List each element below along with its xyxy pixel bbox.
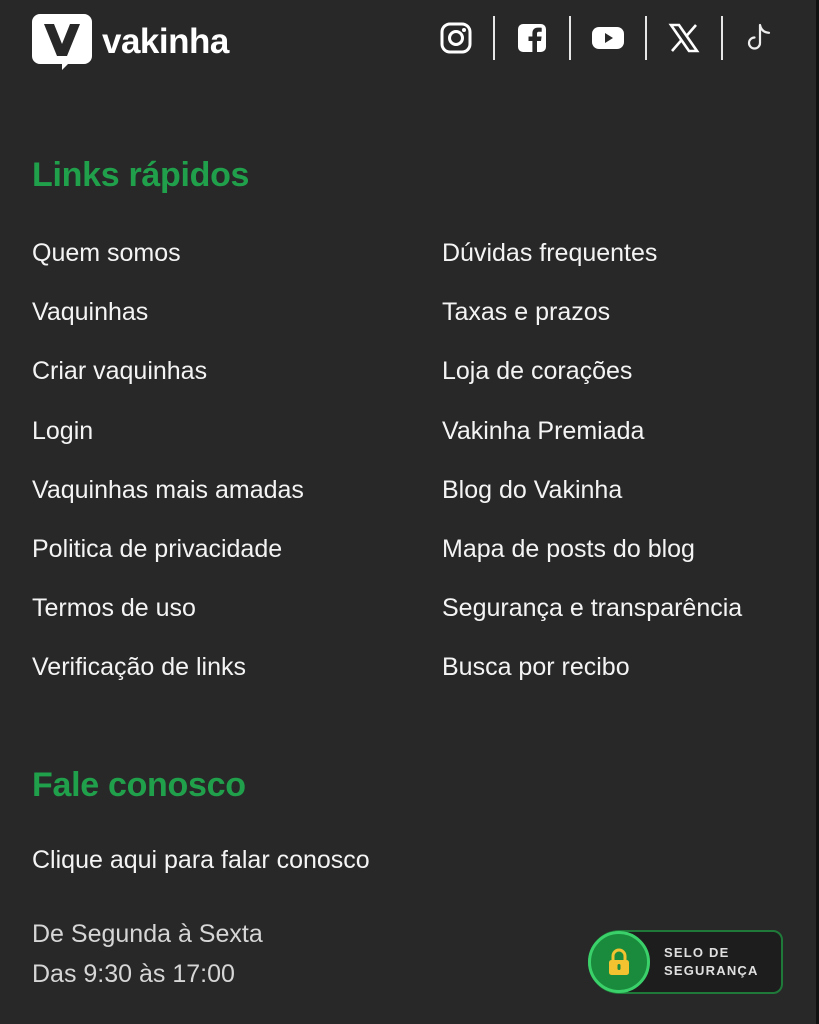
contact-link[interactable]: Clique aqui para falar conosco [32, 846, 370, 874]
contact-title: Fale conosco [32, 766, 246, 804]
brand-name: vakinha [102, 22, 229, 61]
link-loja-de-coracoes[interactable]: Loja de corações [442, 357, 633, 386]
link-verificacao-de-links[interactable]: Verificação de links [32, 653, 247, 682]
youtube-icon[interactable] [586, 16, 630, 60]
business-days: De Segunda à Sexta [32, 920, 263, 948]
business-time: Das 9:30 às 17:00 [32, 960, 235, 988]
security-seal-badge[interactable] [588, 930, 783, 994]
link-vakinha-premiada[interactable]: Vakinha Premiada [442, 416, 645, 445]
quick-links-left-column [32, 236, 304, 710]
link-busca-por-recibo[interactable]: Busca por recibo [442, 653, 630, 682]
tiktok-icon[interactable] [738, 16, 782, 60]
link-login[interactable]: Login [32, 416, 94, 445]
quick-links-right-column [442, 236, 742, 710]
facebook-icon[interactable] [510, 16, 554, 60]
x-icon[interactable] [662, 16, 706, 60]
link-termos-de-uso[interactable]: Termos de uso [32, 594, 196, 623]
instagram-icon[interactable] [434, 16, 478, 60]
link-seguranca-transparencia[interactable]: Segurança e transparência [442, 594, 743, 623]
link-blog-do-vakinha[interactable]: Blog do Vakinha [442, 475, 623, 504]
link-vaquinhas-mais-amadas[interactable]: Vaquinhas mais amadas [32, 475, 304, 504]
link-duvidas-frequentes[interactable]: Dúvidas frequentes [442, 239, 658, 267]
link-vaquinhas[interactable]: Vaquinhas [32, 298, 149, 327]
link-criar-vaquinhas[interactable]: Criar vaquinhas [32, 357, 208, 386]
vakinha-logo[interactable] [32, 14, 229, 70]
social-divider [493, 16, 495, 60]
seal-text [664, 944, 759, 980]
link-taxas-e-prazos[interactable]: Taxas e prazos [442, 298, 611, 327]
social-links [434, 16, 782, 60]
link-quem-somos[interactable]: Quem somos [32, 239, 181, 267]
social-divider [645, 16, 647, 60]
lock-icon [588, 931, 650, 993]
business-hours [32, 914, 263, 994]
footer-header [32, 14, 782, 70]
link-politica-privacidade[interactable]: Politica de privacidade [32, 534, 283, 563]
vakinha-logo-icon [32, 14, 92, 70]
quick-links-title: Links rápidos [32, 156, 250, 194]
seal-line-1: SELO DE [664, 945, 730, 960]
seal-line-2: SEGURANÇA [664, 963, 759, 978]
social-divider [721, 16, 723, 60]
social-divider [569, 16, 571, 60]
link-mapa-de-posts[interactable]: Mapa de posts do blog [442, 534, 695, 563]
